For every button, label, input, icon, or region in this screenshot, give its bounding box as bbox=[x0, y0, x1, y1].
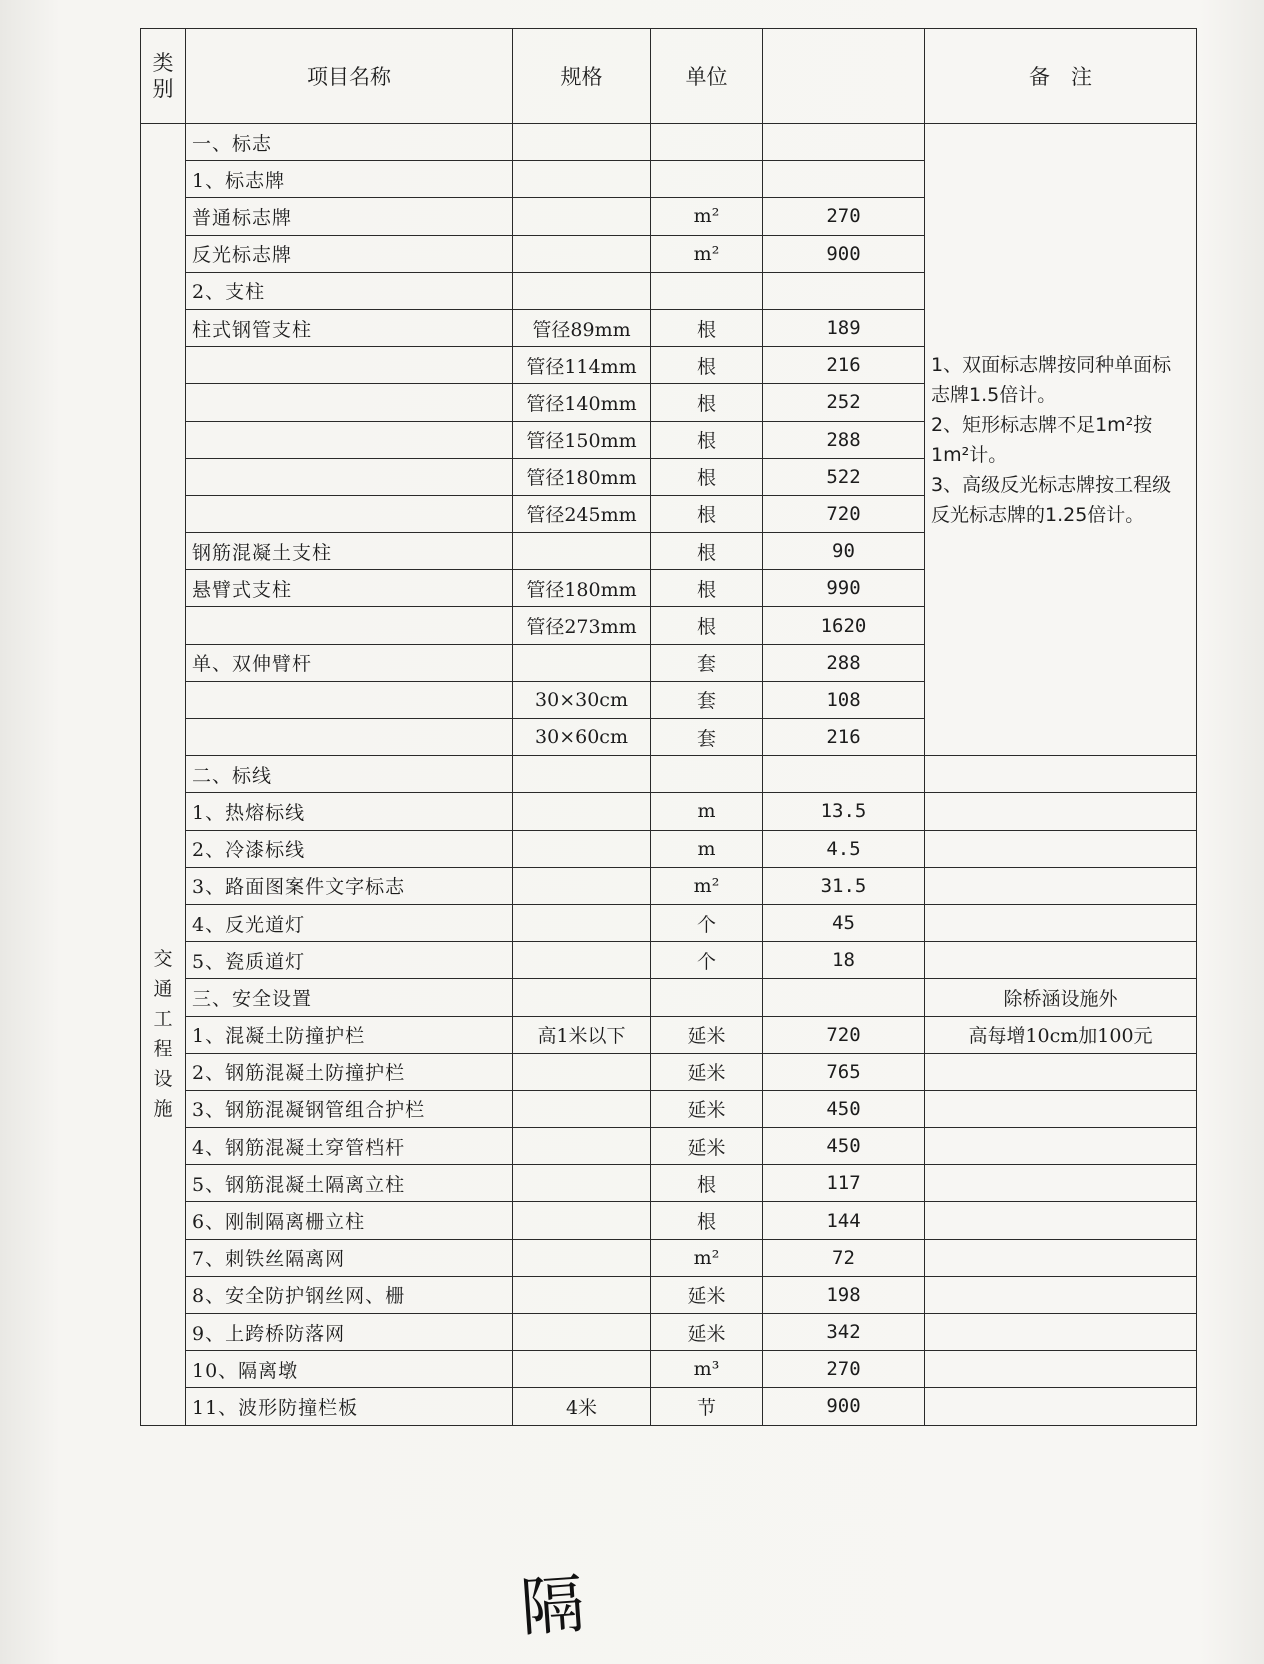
header-category: 类 别 bbox=[141, 29, 186, 124]
spec-cell: 管径89mm bbox=[513, 309, 651, 346]
item-name-cell: 1、热熔标线 bbox=[186, 793, 513, 830]
unit-cell bbox=[651, 124, 763, 161]
unit-cell: 延米 bbox=[651, 1090, 763, 1127]
spec-cell bbox=[513, 1276, 651, 1313]
price-cell: 288 bbox=[763, 644, 925, 681]
note-cell bbox=[925, 1090, 1197, 1127]
unit-cell: 个 bbox=[651, 904, 763, 941]
spec-cell bbox=[513, 1053, 651, 1090]
spec-cell: 4米 bbox=[513, 1388, 651, 1425]
note-block: 1、双面标志牌按同种单面标志牌1.5倍计。 2、矩形标志牌不足1m²按1m²计。 3、高级反光标志牌按工程级反光标志牌的1.25倍计。 bbox=[925, 124, 1197, 756]
unit-cell: 节 bbox=[651, 1388, 763, 1425]
price-cell: 900 bbox=[763, 235, 925, 272]
spec-cell bbox=[513, 124, 651, 161]
item-name-cell bbox=[186, 347, 513, 384]
price-cell: 189 bbox=[763, 309, 925, 346]
price-cell: 90 bbox=[763, 533, 925, 570]
spec-cell bbox=[513, 867, 651, 904]
item-name-cell: 3、路面图案件文字标志 bbox=[186, 867, 513, 904]
price-cell: 4.5 bbox=[763, 830, 925, 867]
price-cell bbox=[763, 979, 925, 1016]
spec-cell bbox=[513, 1239, 651, 1276]
price-cell: 990 bbox=[763, 570, 925, 607]
unit-cell bbox=[651, 161, 763, 198]
item-name-cell: 1、混凝土防撞护栏 bbox=[186, 1016, 513, 1053]
unit-cell: 根 bbox=[651, 1202, 763, 1239]
item-name-cell bbox=[186, 495, 513, 532]
header-item-name: 项目名称 bbox=[186, 29, 513, 124]
unit-cell: m³ bbox=[651, 1351, 763, 1388]
item-name-cell: 9、上跨桥防落网 bbox=[186, 1314, 513, 1351]
spec-cell bbox=[513, 1351, 651, 1388]
price-cell bbox=[763, 161, 925, 198]
price-cell: 31.5 bbox=[763, 867, 925, 904]
spec-cell: 管径150mm bbox=[513, 421, 651, 458]
note-cell bbox=[925, 867, 1197, 904]
unit-cell: m² bbox=[651, 235, 763, 272]
item-name-cell bbox=[186, 458, 513, 495]
price-cell: 72 bbox=[763, 1239, 925, 1276]
spec-cell: 管径140mm bbox=[513, 384, 651, 421]
item-name-cell: 悬臂式支柱 bbox=[186, 570, 513, 607]
spec-cell bbox=[513, 272, 651, 309]
spec-cell: 管径114mm bbox=[513, 347, 651, 384]
unit-cell: 根 bbox=[651, 309, 763, 346]
table-row bbox=[141, 904, 1197, 941]
price-cell bbox=[763, 756, 925, 793]
unit-cell bbox=[651, 756, 763, 793]
spec-cell bbox=[513, 198, 651, 235]
unit-cell: m² bbox=[651, 198, 763, 235]
unit-cell: 延米 bbox=[651, 1314, 763, 1351]
unit-cell: m² bbox=[651, 1239, 763, 1276]
unit-cell: 延米 bbox=[651, 1276, 763, 1313]
spec-cell bbox=[513, 942, 651, 979]
spec-cell bbox=[513, 904, 651, 941]
item-name-cell bbox=[186, 719, 513, 756]
header-note: 备 注 bbox=[925, 29, 1197, 124]
table-row bbox=[141, 1165, 1197, 1202]
price-cell: 342 bbox=[763, 1314, 925, 1351]
item-name-cell: 单、双伸臂杆 bbox=[186, 644, 513, 681]
spec-cell bbox=[513, 756, 651, 793]
header-price bbox=[763, 29, 925, 124]
price-table bbox=[140, 28, 1197, 1426]
price-cell: 270 bbox=[763, 1351, 925, 1388]
item-name-cell: 2、冷漆标线 bbox=[186, 830, 513, 867]
unit-cell: 套 bbox=[651, 644, 763, 681]
unit-cell: 套 bbox=[651, 719, 763, 756]
note-cell bbox=[925, 1314, 1197, 1351]
price-cell: 765 bbox=[763, 1053, 925, 1090]
item-name-cell bbox=[186, 421, 513, 458]
header-spec: 规格 bbox=[513, 29, 651, 124]
header-unit: 单位 bbox=[651, 29, 763, 124]
item-name-cell: 1、标志牌 bbox=[186, 161, 513, 198]
unit-cell bbox=[651, 979, 763, 1016]
item-name-cell: 8、安全防护钢丝网、栅 bbox=[186, 1276, 513, 1313]
price-cell: 144 bbox=[763, 1202, 925, 1239]
note-cell: 高每增10cm加100元 bbox=[925, 1016, 1197, 1053]
note-cell bbox=[925, 1165, 1197, 1202]
table-row bbox=[141, 1090, 1197, 1127]
unit-cell: 根 bbox=[651, 533, 763, 570]
price-cell: 900 bbox=[763, 1388, 925, 1425]
header-row bbox=[141, 29, 1197, 124]
price-cell: 117 bbox=[763, 1165, 925, 1202]
item-name-cell: 2、支柱 bbox=[186, 272, 513, 309]
unit-cell: 延米 bbox=[651, 1053, 763, 1090]
price-cell: 450 bbox=[763, 1128, 925, 1165]
unit-cell: 根 bbox=[651, 384, 763, 421]
table-row bbox=[141, 942, 1197, 979]
unit-cell: 个 bbox=[651, 942, 763, 979]
handwritten-signature: 隔 bbox=[517, 1567, 587, 1647]
unit-cell: m bbox=[651, 830, 763, 867]
price-cell: 720 bbox=[763, 1016, 925, 1053]
spec-cell: 30×30cm bbox=[513, 681, 651, 718]
item-name-cell: 三、安全设置 bbox=[186, 979, 513, 1016]
unit-cell: 根 bbox=[651, 1165, 763, 1202]
price-cell: 252 bbox=[763, 384, 925, 421]
price-cell: 45 bbox=[763, 904, 925, 941]
unit-cell bbox=[651, 272, 763, 309]
table-row bbox=[141, 1388, 1197, 1425]
note-cell bbox=[925, 904, 1197, 941]
item-name-cell: 4、钢筋混凝土穿管档杆 bbox=[186, 1128, 513, 1165]
unit-cell: 根 bbox=[651, 607, 763, 644]
item-name-cell: 5、钢筋混凝土隔离立柱 bbox=[186, 1165, 513, 1202]
spec-cell bbox=[513, 979, 651, 1016]
item-name-cell: 5、瓷质道灯 bbox=[186, 942, 513, 979]
spec-cell: 管径180mm bbox=[513, 458, 651, 495]
price-cell: 198 bbox=[763, 1276, 925, 1313]
note-cell bbox=[925, 942, 1197, 979]
item-name-cell bbox=[186, 384, 513, 421]
item-name-cell: 柱式钢管支柱 bbox=[186, 309, 513, 346]
spec-cell: 管径273mm bbox=[513, 607, 651, 644]
note-cell bbox=[925, 1388, 1197, 1425]
unit-cell: 延米 bbox=[651, 1128, 763, 1165]
table-row bbox=[141, 124, 1197, 161]
spec-cell bbox=[513, 1202, 651, 1239]
price-cell: 450 bbox=[763, 1090, 925, 1127]
unit-cell: m² bbox=[651, 867, 763, 904]
table-row bbox=[141, 1128, 1197, 1165]
table-row bbox=[141, 1016, 1197, 1053]
price-cell bbox=[763, 272, 925, 309]
spec-cell: 管径245mm bbox=[513, 495, 651, 532]
spec-cell bbox=[513, 1090, 651, 1127]
table-row bbox=[141, 830, 1197, 867]
spec-cell bbox=[513, 533, 651, 570]
table-row bbox=[141, 756, 1197, 793]
note-cell: 除桥涵设施外 bbox=[925, 979, 1197, 1016]
price-cell: 108 bbox=[763, 681, 925, 718]
category-cell: 交 通 工 程 设 施 bbox=[141, 124, 186, 1426]
note-cell bbox=[925, 1128, 1197, 1165]
table-row bbox=[141, 1239, 1197, 1276]
spec-cell bbox=[513, 161, 651, 198]
item-name-cell: 11、波形防撞栏板 bbox=[186, 1388, 513, 1425]
note-cell bbox=[925, 793, 1197, 830]
spec-cell bbox=[513, 830, 651, 867]
price-cell: 270 bbox=[763, 198, 925, 235]
table-row bbox=[141, 793, 1197, 830]
table-row bbox=[141, 1053, 1197, 1090]
unit-cell: m bbox=[651, 793, 763, 830]
note-cell bbox=[925, 1202, 1197, 1239]
unit-cell: 根 bbox=[651, 421, 763, 458]
unit-cell: 根 bbox=[651, 458, 763, 495]
price-cell: 13.5 bbox=[763, 793, 925, 830]
unit-cell: 根 bbox=[651, 347, 763, 384]
spec-cell bbox=[513, 235, 651, 272]
price-cell: 18 bbox=[763, 942, 925, 979]
price-cell bbox=[763, 124, 925, 161]
spec-cell bbox=[513, 644, 651, 681]
item-name-cell: 3、钢筋混凝钢管组合护栏 bbox=[186, 1090, 513, 1127]
item-name-cell bbox=[186, 607, 513, 644]
table-row bbox=[141, 979, 1197, 1016]
price-cell: 522 bbox=[763, 458, 925, 495]
note-cell bbox=[925, 1276, 1197, 1313]
item-name-cell: 4、反光道灯 bbox=[186, 904, 513, 941]
note-cell bbox=[925, 1053, 1197, 1090]
item-name-cell: 反光标志牌 bbox=[186, 235, 513, 272]
spec-cell: 30×60cm bbox=[513, 719, 651, 756]
price-cell: 288 bbox=[763, 421, 925, 458]
spec-cell: 管径180mm bbox=[513, 570, 651, 607]
note-cell bbox=[925, 1239, 1197, 1276]
unit-cell: 根 bbox=[651, 495, 763, 532]
spec-cell bbox=[513, 1314, 651, 1351]
spec-cell: 高1米以下 bbox=[513, 1016, 651, 1053]
note-cell bbox=[925, 830, 1197, 867]
note-cell bbox=[925, 756, 1197, 793]
item-name-cell: 2、钢筋混凝土防撞护栏 bbox=[186, 1053, 513, 1090]
spec-cell bbox=[513, 793, 651, 830]
price-cell: 216 bbox=[763, 347, 925, 384]
spec-cell bbox=[513, 1128, 651, 1165]
table-row bbox=[141, 1202, 1197, 1239]
price-cell: 216 bbox=[763, 719, 925, 756]
note-cell bbox=[925, 1351, 1197, 1388]
price-cell: 720 bbox=[763, 495, 925, 532]
item-name-cell: 二、标线 bbox=[186, 756, 513, 793]
item-name-cell: 6、刚制隔离栅立柱 bbox=[186, 1202, 513, 1239]
item-name-cell: 普通标志牌 bbox=[186, 198, 513, 235]
unit-cell: 延米 bbox=[651, 1016, 763, 1053]
table-row bbox=[141, 1314, 1197, 1351]
table-row bbox=[141, 1276, 1197, 1313]
item-name-cell: 一、标志 bbox=[186, 124, 513, 161]
item-name-cell: 7、刺铁丝隔离网 bbox=[186, 1239, 513, 1276]
item-name-cell bbox=[186, 681, 513, 718]
unit-cell: 套 bbox=[651, 681, 763, 718]
item-name-cell: 10、隔离墩 bbox=[186, 1351, 513, 1388]
price-cell: 1620 bbox=[763, 607, 925, 644]
table-row bbox=[141, 867, 1197, 904]
table-row bbox=[141, 1351, 1197, 1388]
spec-cell bbox=[513, 1165, 651, 1202]
unit-cell: 根 bbox=[651, 570, 763, 607]
item-name-cell: 钢筋混凝土支柱 bbox=[186, 533, 513, 570]
